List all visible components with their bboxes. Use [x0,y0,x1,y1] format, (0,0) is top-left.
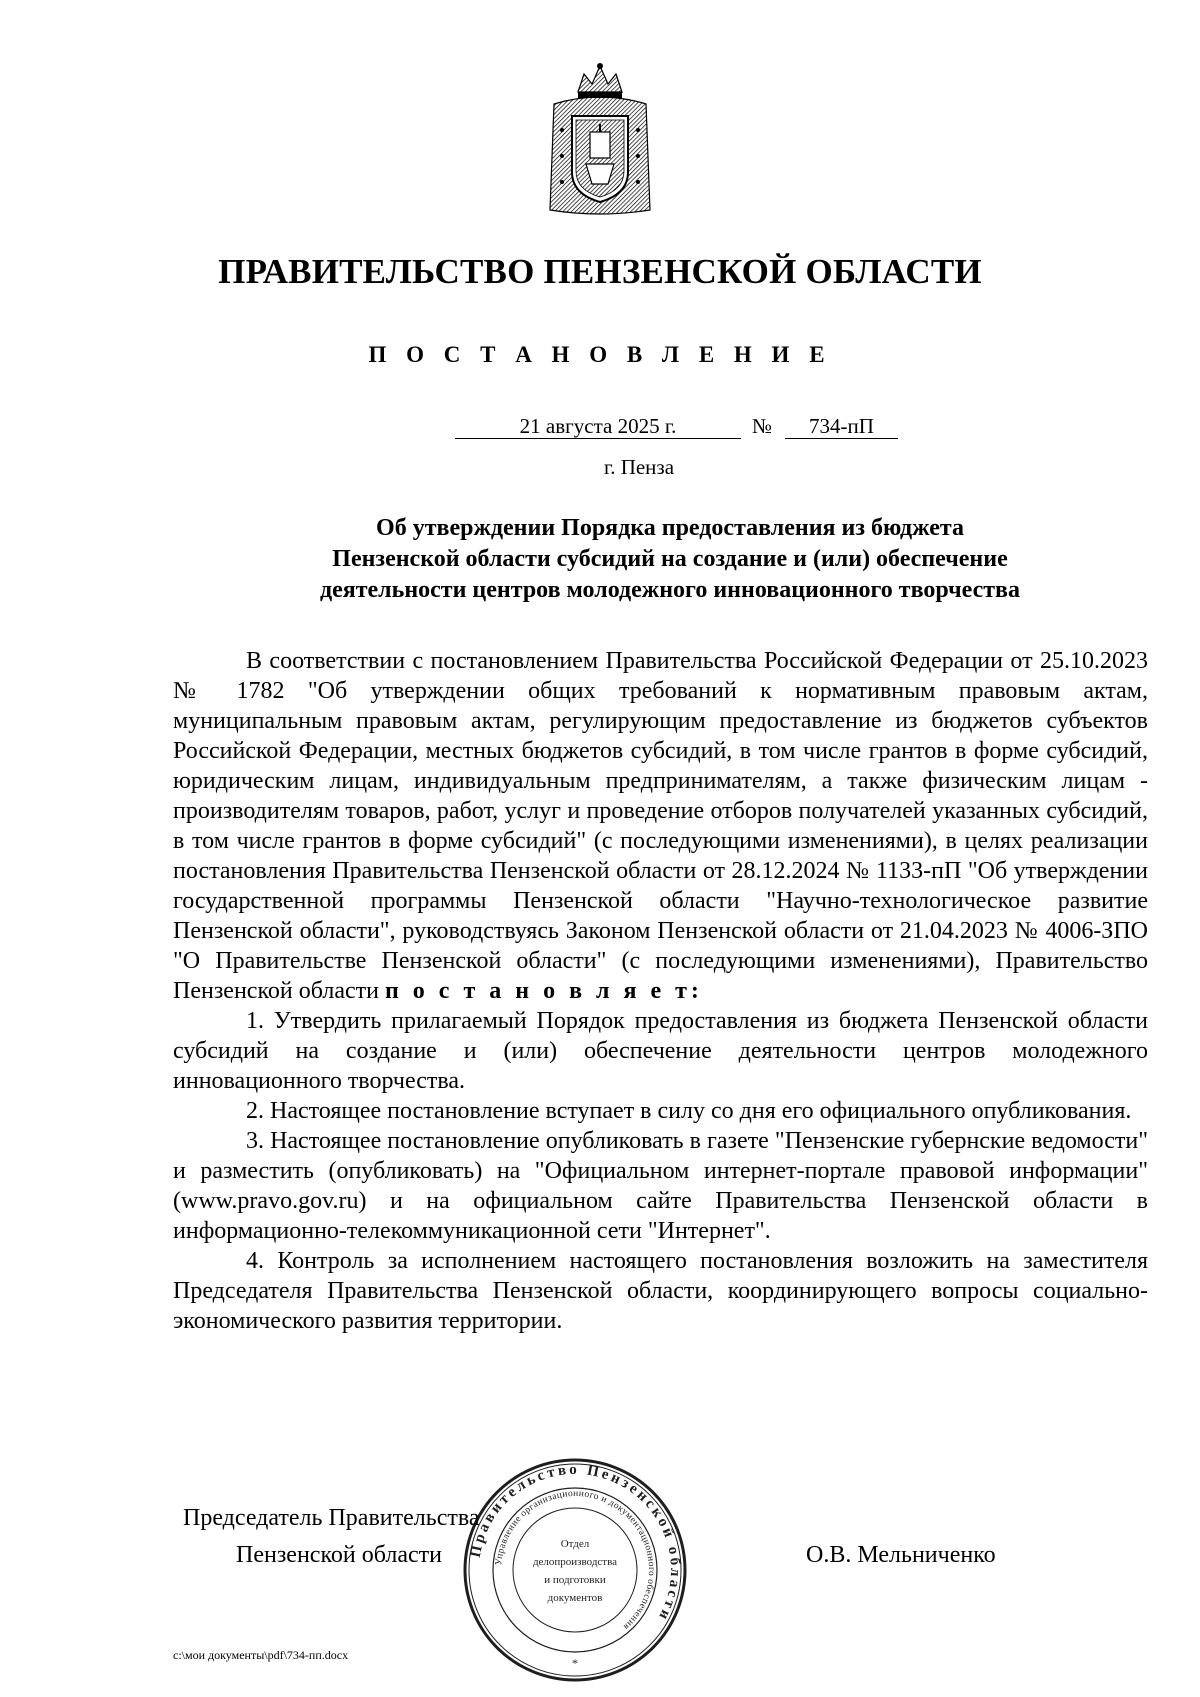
document-number: 734-пП [785,414,898,439]
stamp-line-3: и подготовки [544,1574,606,1586]
signatory-name: О.В. Мельниченко [806,1542,996,1568]
signatory-position-line-1: Председатель Правительства [183,1505,480,1531]
document-type: П О С Т А Н О В Л Е Н И Е [368,342,832,367]
coat-of-arms-emblem [540,60,660,218]
organization-title: ПРАВИТЕЛЬСТВО ПЕНЗЕНСКОЙ ОБЛАСТИ [218,252,982,291]
stamp-outer-text: Правительство Пензенской области [467,1461,684,1625]
item-3: 3. Настоящее постановление опубликовать в газете "Пензенские губернские ведомости" и разместить (опубликовать) на "Официальном интернет-портале правовой информации" (www.pravo.gov.ru) и на официальном сайте Правительства Пензенской области в информационно-телекоммуникационной сети "Интернет". [173,1128,1148,1244]
stamp-line-2: делопроизводства [532,1556,618,1568]
stamp-line-1: Отдел [560,1538,590,1550]
preamble-text: В соответствии с постановлением Правительства Российской Федерации от 25.10.2023 № 1782 "Об утверждении общих требований к нормативным правовым актам, муниципальным правовым актам, регулирующим предоставление из бюджетов субъектов Российской Федерации, местных бюджетов субсидий, в том числе грантов в форме субсидий, юридическим лицам, индивидуальным предпринимателям, а также физическим лицам - производителям товаров, работ, услуг и проведение отборов получателей указанных субсидий, в том числе грантов в форме субсидий" (с последующими изменениями), в целях реализации постановления Правительства Пензенской области от 28.12.2024 № 1133-пП "Об утверждении государственной программы Пензенской области "Научно-технологическое развитие Пензенской области", руководствуясь Законом Пензенской области от 21.04.2023 № 4006-ЗПО "О Правительстве Пензенской области" (с последующими изменениями), Правительство Пензенской области [173,648,1148,1004]
file-path-footer: c:\мои документы\pdf\734-пп.docx [173,1648,349,1662]
stamp-star-icon: * [572,1656,578,1670]
document-city: г. Пенза [603,455,675,479]
item-2: 2. Настоящее постановление вступает в силу со дня его официального опубликования. [246,1098,1132,1124]
number-sign: № [752,414,773,438]
title-line-3: деятельности центров молодежного инновационного творчества [319,577,1021,603]
title-line-2: Пензенской области субсидий на создание и (или) обеспечение [332,546,1008,572]
preamble-paragraph [173,646,1148,1006]
item-1: 1. Утвердить прилагаемый Порядок предоставления из бюджета Пензенской области субсидий на создание и (или) обеспечение деятельности центров молодежного инновационного творчества. [173,1008,1148,1094]
document-title [170,513,1170,606]
item-4: 4. Контроль за исполнением настоящего постановления возложить на заместителя Председателя Правительства Пензенской области, координирующего вопросы социально-экономического развития территории. [173,1248,1148,1334]
resolves-word: п о с т а н о в л я е т: [384,978,703,1004]
signatory-position-line-2: Пензенской области [236,1542,442,1568]
document-body [173,646,1148,1336]
document-date: 21 августа 2025 г. [455,414,741,439]
stamp-line-4: документов [547,1592,603,1604]
stamp-ring-text: Управление организационного и документационного обеспечения [494,1488,657,1632]
title-line-1: Об утверждении Порядка предоставления из бюджета [376,515,964,541]
official-stamp-seal [460,1455,690,1685]
